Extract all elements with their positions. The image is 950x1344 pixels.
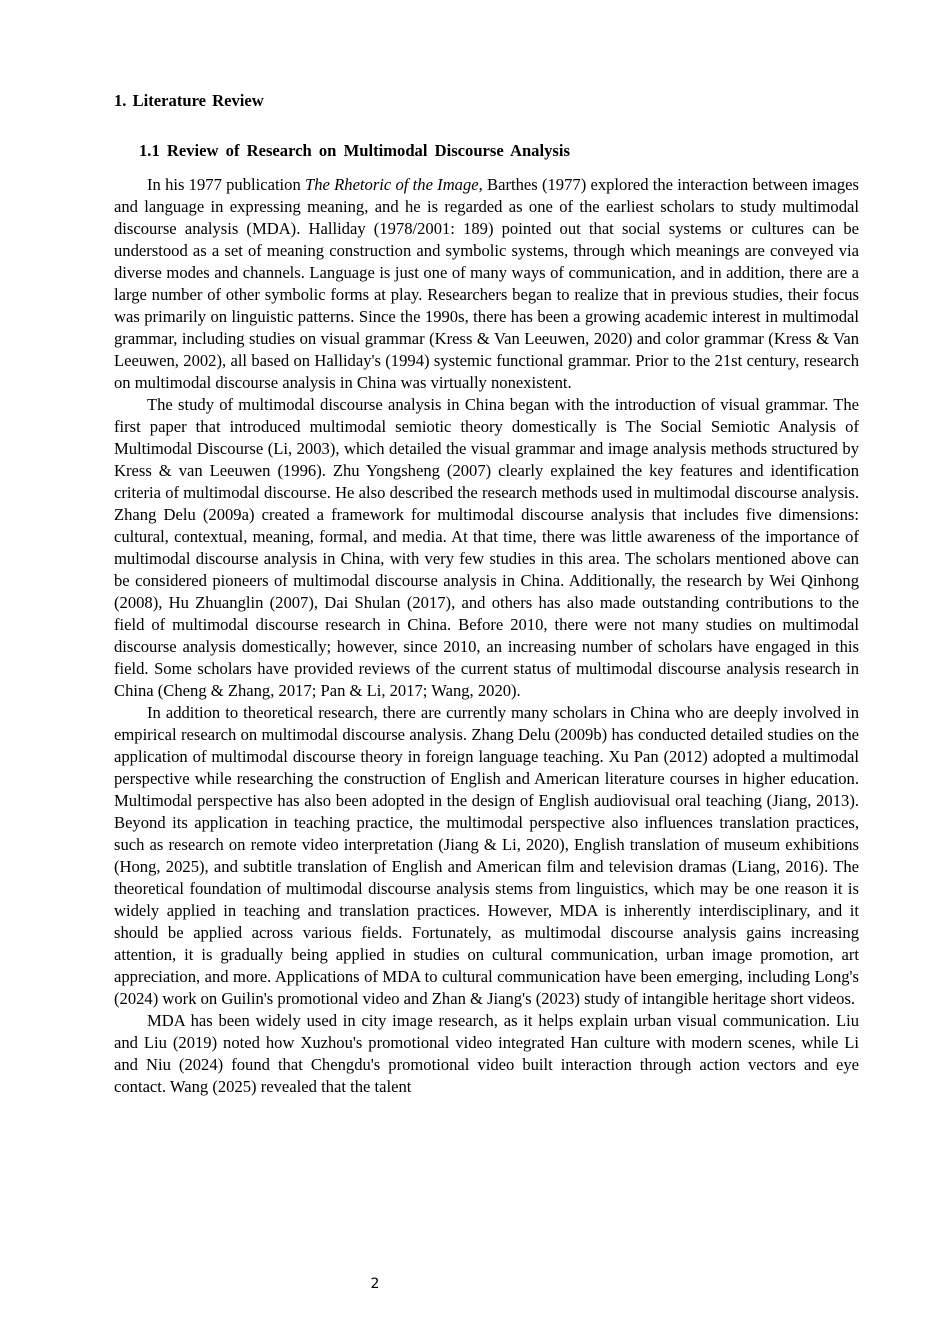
- paragraph-2: The study of multimodal discourse analysis in China began with the introduction of visual grammar. The first paper that introduced multimodal semiotic theory domestically is The Social Semiotic Analysis of Multimodal Discourse (Li, 2003), which detailed the visual grammar and image analysis methods structured by Kress & van Leeuwen (1996). Zhu Yongsheng (2007) clearly explained the key features and identification criteria of multimodal discourse. He also described the research methods used in multimodal discourse analysis. Zhang Delu (2009a) created a framework for multimodal discourse analysis that includes five dimensions: cultural, contextual, meaning, formal, and media. At that time, there was little awareness of the importance of multimodal discourse analysis in China, with very few studies in this area. The scholars mentioned above can be considered pioneers of multimodal discourse analysis in China. Additionally, the research by Wei Qinhong (2008), Hu Zhuanglin (2007), Dai Shulan (2017), and others has also made outstanding contributions to the field of multimodal discourse research in China. Before 2010, there were not many studies on multimodal discourse analysis domestically; however, since 2010, an increasing number of scholars have engaged in this field. Some scholars have provided reviews of the current status of multimodal discourse analysis research in China (Cheng & Zhang, 2017; Pan & Li, 2017; Wang, 2020).: [114, 395, 859, 700]
- section-title: 1. Literature Review: [114, 91, 264, 110]
- subsection-title: 1.1 Review of Research on Multimodal Discourse Analysis: [139, 141, 570, 160]
- paragraph-4: MDA has been widely used in city image research, as it helps explain urban visual communication. Liu and Liu (2019) noted how Xuzhou's promotional video integrated Han culture with modern scenes, while Li and Niu (2024) found that Chengdu's promotional video built interaction through action vectors and eye contact. Wang (2025) revealed that the talent: [114, 1011, 859, 1096]
- paragraph-1-start: In his 1977 publication: [147, 175, 305, 194]
- paragraph-1-rest: , Barthes (1977) explored the interaction between images and language in expressing meaning, and he is regarded as one of the earliest scholars to study multimodal discourse analysis (MDA). Halliday (1978/2001: 189) pointed out that social systems or cultures can be understood as a set of meaning construction and symbolic systems, through which meanings are conveyed via diverse modes and channels. Language is just one of many ways of communication, and in addition, there are a large number of other symbolic forms at play. Researchers began to realize that in previous studies, their focus was primarily on linguistic patterns. Since the 1990s, there has been a growing academic interest in multimodal grammar, including studies on visual grammar (Kress & Van Leeuwen, 2020) and color grammar (Kress & Van Leeuwen, 2002), all based on Halliday's (1994) systemic functional grammar. Prior to the 21st century, research on multimodal discourse analysis in China was virtually nonexistent.: [114, 175, 859, 392]
- document-page: [114, 88, 859, 1098]
- page-number: 2: [370, 1276, 380, 1292]
- book-title: The Rhetoric of the Image: [305, 175, 479, 194]
- paragraph-3: In addition to theoretical research, there are currently many scholars in China who are deeply involved in empirical research on multimodal discourse analysis. Zhang Delu (2009b) has conducted detailed studies on the application of multimodal discourse theory in foreign language teaching. Xu Pan (2012) adopted a multimodal perspective while researching the construction of English and American literature courses in higher education. Multimodal perspective has also been adopted in the design of English audiovisual oral teaching (Jiang, 2013). Beyond its application in teaching practice, the multimodal perspective also influences translation practices, such as research on remote video interpretation (Jiang & Li, 2020), English translation of museum exhibitions (Hong, 2025), and subtitle translation of English and American film and television dramas (Liang, 2016). The theoretical foundation of multimodal discourse analysis stems from linguistics, which may be one reason it is widely applied in teaching and translation practices. However, MDA is inherently interdisciplinary, and it should be applied across various fields. Fortunately, as multimodal discourse analysis gains increasing attention, it is gradually being applied in studies on cultural communication, urban image promotion, art appreciation, and more. Applications of MDA to cultural communication have been emerging, including Long's (2024) work on Guilin's promotional video and Zhan & Jiang's (2023) study of intangible heritage short videos.: [114, 703, 859, 1008]
- paragraph-1: [114, 174, 859, 394]
